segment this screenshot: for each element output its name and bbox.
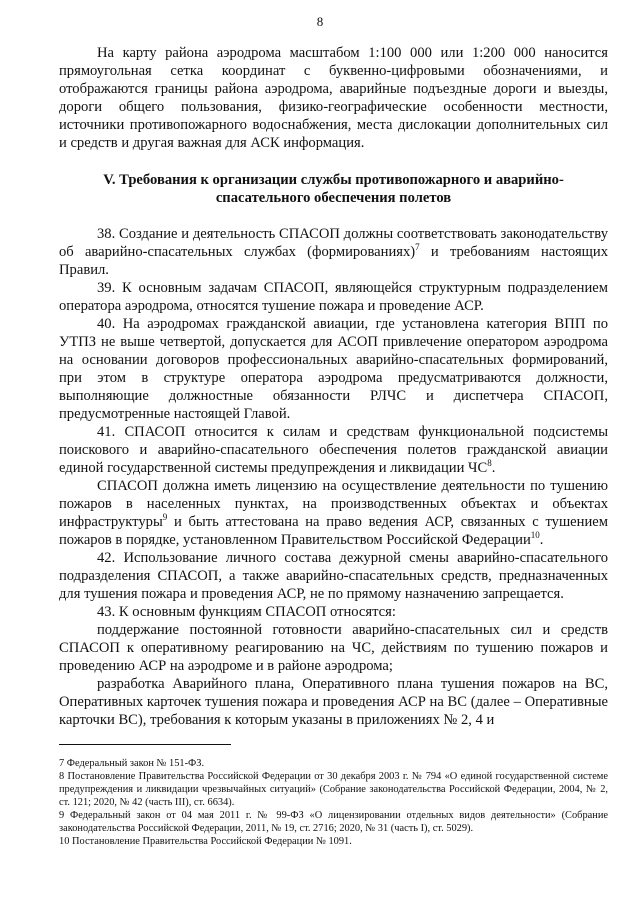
document-body: [59, 44, 608, 729]
footnote-7: 7 Федеральный закон № 151-ФЗ.: [59, 758, 205, 769]
paragraph-41-license-text: СПАСОП должна иметь лицензию на осуществление деятельности по тушению пожаров в населенных пунктах, на производственных объектах и объектах инфраструктуры: [59, 478, 608, 530]
paragraph-42: 42. Использование личного состава дежурной смены аварийно-спасательного подразделения СПАСОП, а также аварийно-спасательных средств, предназначенных для тушения пожара и проведения АСР, не по прямому назначению запрещается.: [59, 550, 608, 602]
paragraph-41-license-mid: и быть аттестована на право ведения АСР, связанных с тушением пожаров в порядке, установленном Правительством Российской Федерации: [59, 514, 608, 548]
paragraph-41: [59, 423, 608, 477]
page-number: 8: [316, 14, 324, 29]
footnote-9: 9 Федеральный закон от 04 мая 2011 г. № 99-ФЗ «О лицензировании отдельных видов деятельности» (Собрание законодательства Российской Федерации, 2011, № 19, ст. 2716; 2020, № 31 (часть I), ст. 5029).: [59, 810, 608, 834]
paragraph-43-item-readiness: поддержание постоянной готовности аварийно-спасательных сил и средств СПАСОП к оперативному реагированию на ЧС, действиям по тушению пожаров и проведению АСР на аэродроме и в районе аэродрома;: [59, 622, 608, 674]
footnote-ref-9[interactable]: 9: [162, 512, 168, 523]
paragraph-41-tail: .: [491, 460, 496, 476]
footnote-divider: [59, 744, 231, 745]
paragraph-38-text: 38. Создание и деятельность СПАСОП должны соответствовать законодательству об аварийно-спасательных службах (формированиях): [59, 226, 608, 260]
section-heading-line-1: V. Требования к организации службы противопожарного и аварийно-: [103, 172, 564, 188]
footnotes: [59, 757, 608, 848]
section-heading: [59, 171, 608, 207]
paragraph-41-text: 41. СПАСОП относится к силам и средствам функциональной подсистемы поискового и аварийно-спасательного обеспечения полетов гражданской авиации единой государственной системы предупреждения и ликвидации ЧС: [59, 424, 608, 476]
footnote-ref-10[interactable]: 10: [530, 530, 540, 541]
footnote-8: 8 Постановление Правительства Российской Федерации от 30 декабря 2003 г. № 794 «О единой государственной системе предупреждения и ликвидации чрезвычайных ситуаций» (Собрание законодательства Российской Федерации, 2004, № 2, ст. 121; 2020, № 42 (часть III), ст. 6634).: [59, 771, 608, 808]
paragraph-41-license: [59, 477, 608, 549]
paragraph-43-item-plans: разработка Аварийного плана, Оперативного плана тушения пожаров на ВС, Оперативных карточек тушения пожара и проведения АСР на ВС (далее – Оперативные карточки ВС), требования к которым указаны в приложениях № 2, 4 и: [59, 676, 608, 728]
footnote-ref-8[interactable]: 8: [487, 458, 492, 469]
paragraph-map-grid: На карту района аэродрома масштабом 1:100 000 или 1:200 000 наносится прямоугольная сетка координат с буквенно-цифровыми обозначениями, и отображаются границы района аэродрома, аварийные подъездные дороги и выезды, дороги общего пользования, физико-географические особенности местности, источники противопожарного водоснабжения, места дислокации дополнительных сил и средств и другая важная для АСК информация.: [59, 45, 608, 151]
footnote-ref-7[interactable]: 7: [415, 242, 420, 253]
paragraph-40: 40. На аэродромах гражданской авиации, где установлена категория ВПП по УТПЗ не выше четвертой, допускается для АСОП привлечение оператором аэродрома на основании договоров профессиональных аварийно-спасательных формирований, при этом в структуре оператора аэродрома предусматриваются должности, выполняющие должностные обязанности РЛЧС и диспетчера СПАСОП, предусмотренные настоящей Главой.: [59, 316, 608, 422]
paragraph-41-license-tail: .: [539, 532, 544, 548]
section-heading-line-2: спасательного обеспечения полетов: [215, 190, 452, 206]
paragraph-43: 43. К основным функциям СПАСОП относятся:: [97, 604, 396, 620]
paragraph-38: [59, 225, 608, 279]
footnote-10: 10 Постановление Правительства Российской Федерации № 1091.: [59, 836, 352, 847]
paragraph-38-tail: и требованиям настоящих Правил.: [59, 244, 608, 278]
paragraph-39: 39. К основным задачам СПАСОП, являющейся структурным подразделением оператора аэродрома, относятся тушение пожара и проведение АСР.: [59, 280, 608, 314]
